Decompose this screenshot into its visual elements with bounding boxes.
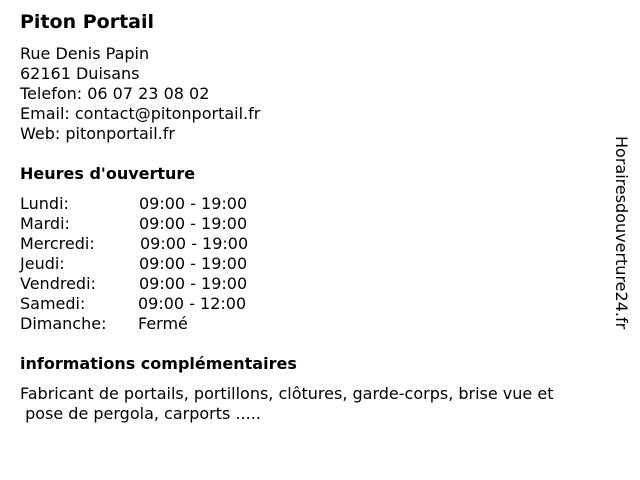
day-label: Vendredi: — [20, 274, 96, 293]
web-line: Web: pitonportail.fr — [20, 124, 175, 143]
time-value: 09:00 - 12:00 — [138, 294, 247, 313]
day-label: Dimanche: — [20, 314, 107, 333]
description-line-2: pose de pergola, carports ..... — [20, 404, 261, 423]
time-value: 09:00 - 19:00 — [140, 234, 249, 253]
phone-line: Telefon: 06 07 23 08 02 — [20, 84, 210, 103]
business-name: Piton Portail — [20, 11, 154, 33]
day-label: Mercredi: — [20, 234, 95, 253]
business-description — [20, 384, 620, 424]
day-label: Mardi: — [20, 214, 70, 233]
address-street: Rue Denis Papin — [20, 44, 150, 63]
time-value: Fermé — [138, 314, 188, 333]
time-value: 09:00 - 19:00 — [139, 214, 248, 233]
additional-info-heading: informations complémentaires — [20, 354, 297, 373]
time-value: 09:00 - 19:00 — [139, 194, 248, 213]
email-line: Email: contact@pitonportail.fr — [20, 104, 261, 123]
opening-hours-heading: Heures d'ouverture — [20, 164, 196, 183]
time-value: 09:00 - 19:00 — [139, 274, 248, 293]
description-line-1: Fabricant de portails, portillons, clôtures, garde-corps, brise vue et — [20, 384, 554, 403]
day-label: Samedi: — [20, 294, 86, 313]
address-city: 62161 Duisans — [20, 64, 140, 83]
day-label: Jeudi: — [20, 254, 65, 273]
time-value: 09:00 - 19:00 — [139, 254, 248, 273]
site-watermark: Horairesdouverture24.fr — [612, 136, 631, 330]
day-label: Lundi: — [20, 194, 69, 213]
